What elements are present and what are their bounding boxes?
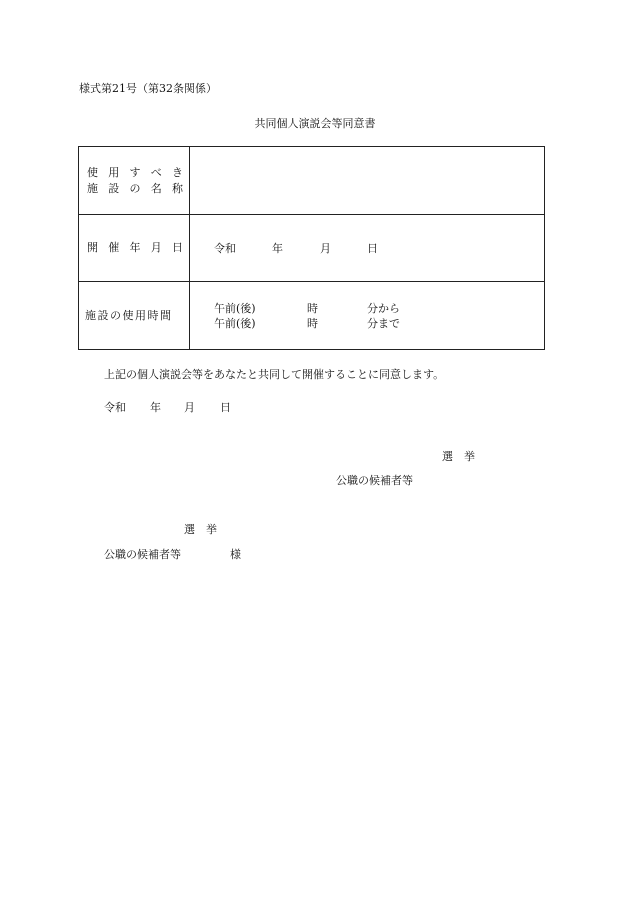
recipient-honorific: 様 — [230, 548, 241, 561]
label-char: 催 — [108, 241, 120, 254]
end-hour-unit: 時 — [307, 317, 318, 330]
table-row-facility-name — [79, 147, 545, 215]
date-label — [79, 215, 190, 282]
label-char: 使 — [87, 165, 98, 179]
table-row-date — [79, 215, 545, 282]
usage-time-field[interactable] — [190, 282, 545, 350]
sender-election: 選 挙 — [442, 450, 475, 463]
facility-name-field[interactable] — [190, 147, 545, 215]
consent-date-day-unit: 日 — [220, 401, 231, 414]
date-month-unit: 月 — [320, 242, 331, 255]
label-char: す — [129, 165, 141, 179]
date-day-unit: 日 — [367, 242, 378, 255]
label-char: 設 — [108, 181, 120, 195]
document-title: 共同個人演説会等同意書 — [254, 117, 376, 130]
label-char: べ — [150, 165, 162, 179]
consent-form-table — [78, 146, 545, 350]
start-minute-unit: 分から — [367, 302, 400, 315]
date-year-unit: 年 — [272, 242, 283, 255]
label-char: の — [129, 181, 141, 195]
end-minute-unit: 分まで — [367, 317, 400, 330]
label-char: 日 — [172, 241, 183, 254]
sender-candidate: 公職の候補者等 — [336, 474, 413, 487]
label-char: 年 — [129, 241, 141, 254]
label-char: 開 — [87, 241, 98, 254]
date-field[interactable] — [190, 215, 545, 282]
label-char: 月 — [150, 241, 162, 254]
label-char: 用 — [108, 165, 120, 179]
consent-date-month-unit: 月 — [184, 401, 195, 414]
usage-time-label-text: 施 設 の 使 用 時 間 — [85, 308, 170, 322]
label-char: き — [172, 165, 183, 179]
label-char: 名 — [150, 181, 162, 195]
form-number: 様式第21号（第32条関係） — [79, 82, 217, 95]
facility-name-label — [79, 147, 190, 215]
start-hour-unit: 時 — [307, 302, 318, 315]
label-char: 施 — [87, 181, 98, 195]
consent-date-era: 令和 — [104, 401, 126, 414]
usage-time-label — [79, 282, 190, 350]
date-era: 令和 — [214, 242, 236, 255]
consent-date-year-unit: 年 — [150, 401, 161, 414]
recipient-candidate: 公職の候補者等 — [104, 548, 181, 561]
start-ampm: 午前(後) — [214, 302, 256, 315]
facility-name-label-line2 — [87, 181, 183, 197]
table-row-usage-time — [79, 282, 545, 350]
label-char: 称 — [172, 181, 183, 195]
recipient-election: 選 挙 — [184, 523, 217, 536]
date-label-line — [87, 240, 183, 256]
consent-statement: 上記の個人演説会等をあなたと共同して開催することに同意します。 — [104, 368, 445, 381]
facility-name-label-line1 — [87, 165, 183, 181]
end-ampm: 午前(後) — [214, 317, 256, 330]
